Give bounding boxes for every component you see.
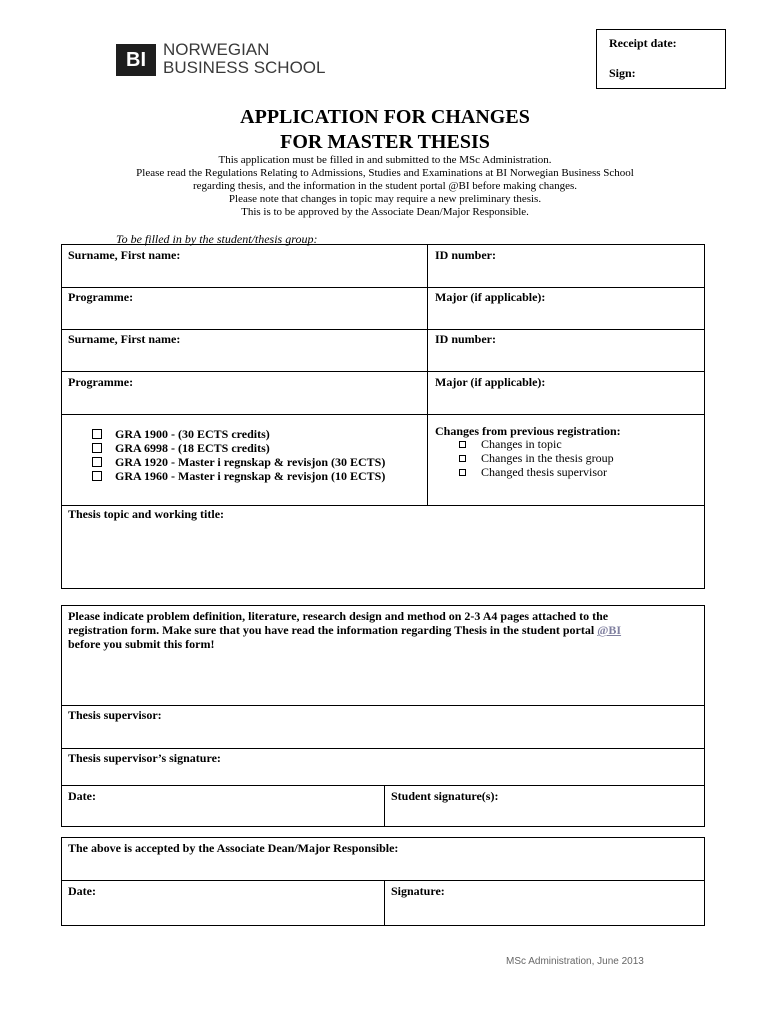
change-label: Changes in topic <box>481 437 562 451</box>
problem-text-line-3: before you submit this form! <box>68 637 215 651</box>
section-note: To be filled in by the student/thesis group: <box>116 232 318 246</box>
student-signature-field[interactable]: Student signature(s): <box>391 789 499 803</box>
programme-field-2[interactable]: Programme: <box>68 375 134 389</box>
footer-text: MSc Administration, June 2013 <box>506 956 644 967</box>
id-number-field-1[interactable]: ID number: <box>435 248 497 262</box>
date-field[interactable]: Date: <box>68 789 96 803</box>
logo-line-2: BUSINESS SCHOOL <box>163 58 326 77</box>
programme-field-1[interactable]: Programme: <box>68 290 134 304</box>
course-label: GRA 1960 - Master i regnskap & revisjon (10 ECTS) <box>115 469 386 483</box>
course-label: GRA 1900 - (30 ECTS credits) <box>115 427 270 441</box>
major-field-2[interactable]: Major (if applicable): <box>435 375 546 389</box>
page-title-line-1: APPLICATION FOR CHANGES <box>240 106 530 128</box>
course-checkbox[interactable] <box>92 471 102 481</box>
course-label: GRA 1920 - Master i regnskap & revisjon (30 ECTS) <box>115 455 386 469</box>
bi-portal-link[interactable]: @BI <box>597 623 622 637</box>
id-number-field-2[interactable]: ID number: <box>435 332 497 346</box>
change-label: Changed thesis supervisor <box>481 465 607 479</box>
intro-line: Please note that changes in topic may require a new preliminary thesis. <box>228 193 542 205</box>
receipt-box <box>596 29 726 89</box>
intro-line: This is to be approved by the Associate Dean/Major Responsible. <box>241 206 529 218</box>
intro-line: Please read the Regulations Relating to Admissions, Studies and Examinations at BI Norwegian Business School <box>136 167 634 179</box>
change-checkbox-supervisor[interactable] <box>459 469 466 476</box>
change-label: Changes in the thesis group <box>481 451 614 465</box>
receipt-date-label: Receipt date: <box>609 36 677 50</box>
course-checkbox[interactable] <box>92 457 102 467</box>
acceptance-date-field[interactable]: Date: <box>68 884 96 898</box>
surname-field-2[interactable]: Surname, First name: <box>68 332 181 346</box>
acceptance-signature-field[interactable]: Signature: <box>391 884 445 898</box>
change-checkbox-topic[interactable] <box>459 441 466 448</box>
course-label: GRA 6998 - (18 ECTS credits) <box>115 441 270 455</box>
receipt-sign-label: Sign: <box>609 66 636 80</box>
intro-line: This application must be filled in and submitted to the MSc Administration. <box>218 154 552 166</box>
thesis-supervisor-field[interactable]: Thesis supervisor: <box>68 708 162 722</box>
course-checkbox[interactable] <box>92 429 102 439</box>
thesis-topic-label: Thesis topic and working title: <box>68 507 225 521</box>
logo-line-1: NORWEGIAN <box>163 40 270 59</box>
change-checkbox-group[interactable] <box>459 455 466 462</box>
changes-heading: Changes from previous registration: <box>435 424 621 438</box>
course-checkbox[interactable] <box>92 443 102 453</box>
problem-text-line-1: Please indicate problem definition, literature, research design and method on 2-3 A4 pages attached to the <box>68 609 609 623</box>
accepted-label: The above is accepted by the Associate Dean/Major Responsible: <box>68 841 399 855</box>
page-title-line-2: FOR MASTER THESIS <box>280 131 490 153</box>
surname-field-1[interactable]: Surname, First name: <box>68 248 181 262</box>
problem-text-line-2: registration form. Make sure that you have read the information regarding Thesis in the student portal @BI <box>68 623 622 637</box>
supervisor-signature-field[interactable]: Thesis supervisor’s signature: <box>68 751 221 765</box>
intro-line: regarding thesis, and the information in the student portal @BI before making changes. <box>192 180 578 192</box>
major-field-1[interactable]: Major (if applicable): <box>435 290 546 304</box>
bi-logo-mark: BI <box>116 44 156 76</box>
